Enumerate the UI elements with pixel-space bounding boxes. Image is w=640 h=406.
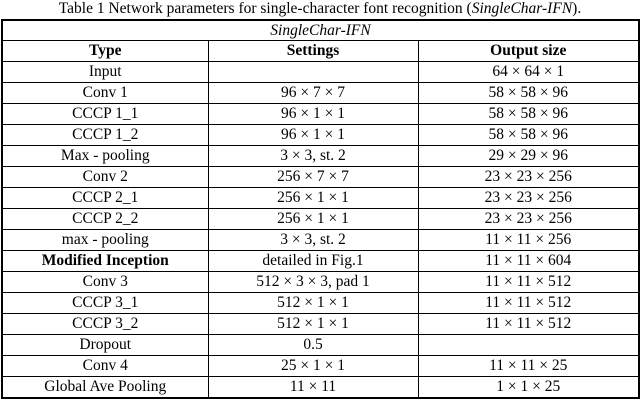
cell-settings: 3 × 3, st. 2 [208, 146, 418, 167]
cell-settings: 512 × 1 × 1 [208, 293, 418, 314]
cell-output-size: 29 × 29 × 96 [418, 146, 639, 167]
cell-settings: 512 × 3 × 3, pad 1 [208, 272, 418, 293]
header-output-size: Output size [418, 41, 639, 62]
cell-type: max - pooling [2, 230, 208, 251]
table-row [2, 188, 639, 209]
cell-settings: 256 × 1 × 1 [208, 188, 418, 209]
cell-type: CCCP 1_1 [2, 104, 208, 125]
cell-output-size: 11 × 11 × 256 [418, 230, 639, 251]
table-body [2, 62, 639, 399]
table-title: SingleChar-IFN [2, 20, 639, 41]
cell-settings: 96 × 7 × 7 [208, 83, 418, 104]
cell-type: CCCP 2_1 [2, 188, 208, 209]
table-row [2, 125, 639, 146]
cell-settings: detailed in Fig.1 [208, 251, 418, 272]
cell-output-size: 11 × 11 × 604 [418, 251, 639, 272]
cell-output-size: 58 × 58 × 96 [418, 83, 639, 104]
table-row [2, 146, 639, 167]
cell-type: CCCP 3_2 [2, 314, 208, 335]
header-settings: Settings [208, 41, 418, 62]
table-header-row [2, 41, 639, 62]
cell-output-size: 11 × 11 × 512 [418, 293, 639, 314]
cell-settings: 256 × 7 × 7 [208, 167, 418, 188]
cell-type: Conv 3 [2, 272, 208, 293]
cell-settings: 3 × 3, st. 2 [208, 230, 418, 251]
cell-settings: 11 × 11 [208, 377, 418, 399]
cell-settings: 25 × 1 × 1 [208, 356, 418, 377]
cell-type: Conv 1 [2, 83, 208, 104]
cell-type: Max - pooling [2, 146, 208, 167]
cell-output-size: 58 × 58 × 96 [418, 104, 639, 125]
cell-settings: 256 × 1 × 1 [208, 209, 418, 230]
table-row [2, 293, 639, 314]
cell-output-size: 23 × 23 × 256 [418, 209, 639, 230]
cell-type: Modified Inception [2, 251, 208, 272]
caption-model-name: SingleChar-IFN [471, 0, 573, 17]
table-row [2, 314, 639, 335]
table-row [2, 104, 639, 125]
cell-settings: 96 × 1 × 1 [208, 104, 418, 125]
caption-prefix: Table 1 Network parameters for single-character font recognition ( [58, 0, 472, 17]
table-title-row [2, 20, 639, 41]
cell-output-size: 11 × 11 × 512 [418, 272, 639, 293]
cell-output-size: 1 × 1 × 25 [418, 377, 639, 399]
cell-type: Input [2, 62, 208, 83]
table-row [2, 356, 639, 377]
table-row [2, 167, 639, 188]
table-row [2, 251, 639, 272]
header-type: Type [2, 41, 208, 62]
cell-type: Dropout [2, 335, 208, 356]
cell-output-size [418, 335, 639, 356]
caption-suffix: ). [572, 0, 582, 17]
network-parameters-table [1, 19, 640, 399]
cell-settings [208, 62, 418, 83]
table-row [2, 62, 639, 83]
cell-output-size: 11 × 11 × 25 [418, 356, 639, 377]
cell-output-size: 11 × 11 × 512 [418, 314, 639, 335]
cell-settings: 512 × 1 × 1 [208, 314, 418, 335]
table-row [2, 272, 639, 293]
cell-output-size: 23 × 23 × 256 [418, 188, 639, 209]
cell-type: CCCP 2_2 [2, 209, 208, 230]
table-row [2, 335, 639, 356]
cell-type: Global Ave Pooling [2, 377, 208, 399]
cell-output-size: 64 × 64 × 1 [418, 62, 639, 83]
cell-settings: 0.5 [208, 335, 418, 356]
table-caption [0, 0, 640, 17]
table-row [2, 83, 639, 104]
cell-settings: 96 × 1 × 1 [208, 125, 418, 146]
cell-type: Conv 2 [2, 167, 208, 188]
cell-type: CCCP 3_1 [2, 293, 208, 314]
table-row [2, 377, 639, 399]
table-row [2, 230, 639, 251]
cell-output-size: 58 × 58 × 96 [418, 125, 639, 146]
cell-type: Conv 4 [2, 356, 208, 377]
cell-output-size: 23 × 23 × 256 [418, 167, 639, 188]
cell-type: CCCP 1_2 [2, 125, 208, 146]
table-row [2, 209, 639, 230]
